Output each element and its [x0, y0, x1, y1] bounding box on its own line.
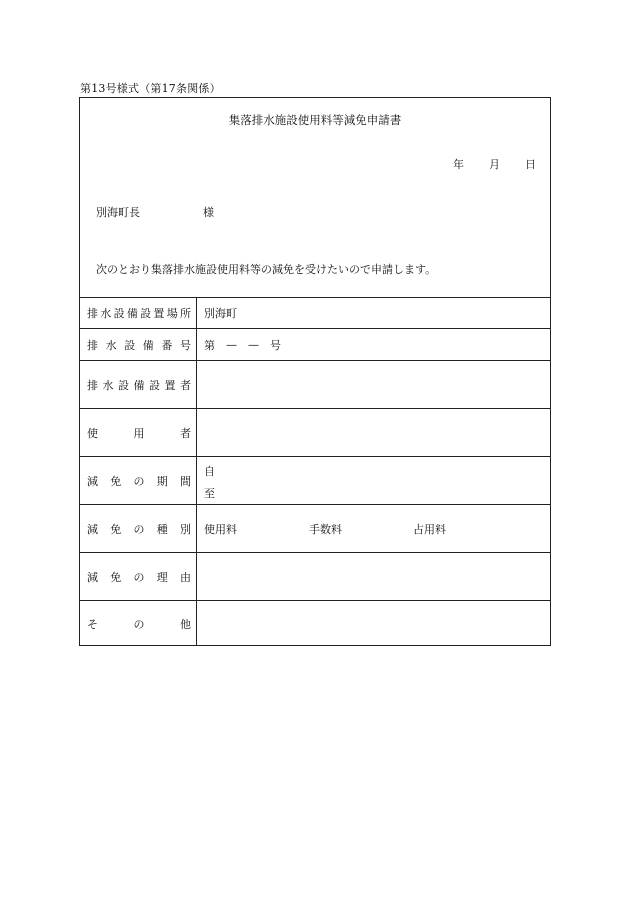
- user-field[interactable]: [197, 409, 550, 456]
- label-char: 番: [161, 338, 173, 352]
- period-field[interactable]: [197, 457, 550, 504]
- label-char: そ: [87, 617, 98, 631]
- number-dash: —: [226, 338, 237, 351]
- label-char: 使: [87, 426, 98, 440]
- label-char: 別: [180, 522, 191, 536]
- label-char: 水: [105, 338, 117, 352]
- row-period: [80, 457, 550, 505]
- other-field[interactable]: [197, 601, 550, 646]
- row-installer: [80, 361, 550, 409]
- label-char: 由: [180, 570, 191, 584]
- row-label: [80, 601, 197, 646]
- label-char: 所: [179, 307, 191, 320]
- label-char: 備: [126, 307, 138, 320]
- label-char: 理: [156, 570, 168, 584]
- label-char: 水: [100, 307, 112, 320]
- label-char: 置: [164, 378, 176, 392]
- option-occupancy-fee[interactable]: 占用料: [413, 522, 446, 536]
- row-user: [80, 409, 550, 457]
- row-reason: [80, 553, 550, 601]
- label-char: の: [133, 570, 145, 584]
- number-prefix: 第: [204, 338, 215, 352]
- label-char: 免: [110, 570, 122, 584]
- number-suffix: 号: [270, 338, 281, 352]
- label-char: 種: [156, 522, 168, 536]
- label-char: 者: [180, 426, 191, 440]
- number-dash: —: [248, 338, 259, 351]
- date-year: 年: [453, 158, 464, 171]
- row-label: [80, 361, 197, 408]
- label-char: 間: [180, 474, 191, 488]
- label-char: 設: [140, 307, 152, 320]
- label-char: 排: [87, 307, 98, 320]
- label-char: 号: [179, 338, 191, 352]
- label-char: 排: [87, 338, 98, 352]
- row-label: [80, 329, 197, 360]
- label-char: 減: [87, 474, 98, 488]
- period-to-label: 至: [204, 487, 215, 500]
- label-char: の: [133, 474, 145, 488]
- row-label: [80, 409, 197, 456]
- label-char: 他: [180, 617, 191, 631]
- label-char: 備: [133, 378, 145, 392]
- document-title: 集落排水施設使用料等減免申請書: [228, 113, 402, 127]
- application-statement: 次のとおり集落排水施設使用料等の減免を受けたいので申請します。: [96, 263, 437, 276]
- row-label: [80, 505, 197, 552]
- honorific: 様: [203, 206, 214, 219]
- form-number: 第13号様式（第17条関係）: [80, 82, 221, 95]
- label-char: の: [133, 522, 145, 536]
- label-char: 設: [149, 378, 160, 392]
- date-day: 日: [525, 158, 536, 171]
- label-char: 設: [124, 338, 136, 352]
- label-char: 置: [153, 307, 165, 320]
- form-header: [80, 98, 550, 298]
- reason-field[interactable]: [197, 553, 550, 600]
- row-number: [80, 329, 550, 361]
- label-char: の: [133, 617, 145, 631]
- label-char: 減: [87, 570, 98, 584]
- date-month: 月: [489, 158, 500, 171]
- label-char: 免: [110, 474, 122, 488]
- label-char: 備: [142, 338, 154, 352]
- row-location: [80, 298, 550, 329]
- period-from-label: 自: [204, 465, 215, 478]
- label-char: 設: [113, 307, 125, 320]
- row-label: [80, 553, 197, 600]
- row-label: [80, 457, 197, 504]
- label-char: 免: [110, 522, 122, 536]
- type-field: [197, 505, 550, 552]
- row-type: [80, 505, 550, 553]
- label-char: 用: [133, 426, 145, 440]
- label-char: 者: [180, 378, 191, 392]
- label-char: 排: [87, 378, 98, 392]
- location-field[interactable]: [197, 298, 550, 328]
- installer-field[interactable]: [197, 361, 550, 408]
- application-form: [79, 97, 551, 646]
- row-label: [80, 298, 197, 328]
- location-value: 別海町: [204, 307, 237, 320]
- label-char: 期: [156, 474, 168, 488]
- option-handling-fee[interactable]: 手数料: [309, 522, 342, 536]
- addressee: 別海町長: [96, 206, 140, 219]
- label-char: 場: [166, 307, 178, 320]
- option-usage-fee[interactable]: 使用料: [204, 522, 237, 536]
- number-field[interactable]: [197, 329, 550, 360]
- label-char: 水: [102, 378, 114, 392]
- label-char: 減: [87, 522, 98, 536]
- label-char: 設: [118, 378, 129, 392]
- row-other: [80, 601, 550, 646]
